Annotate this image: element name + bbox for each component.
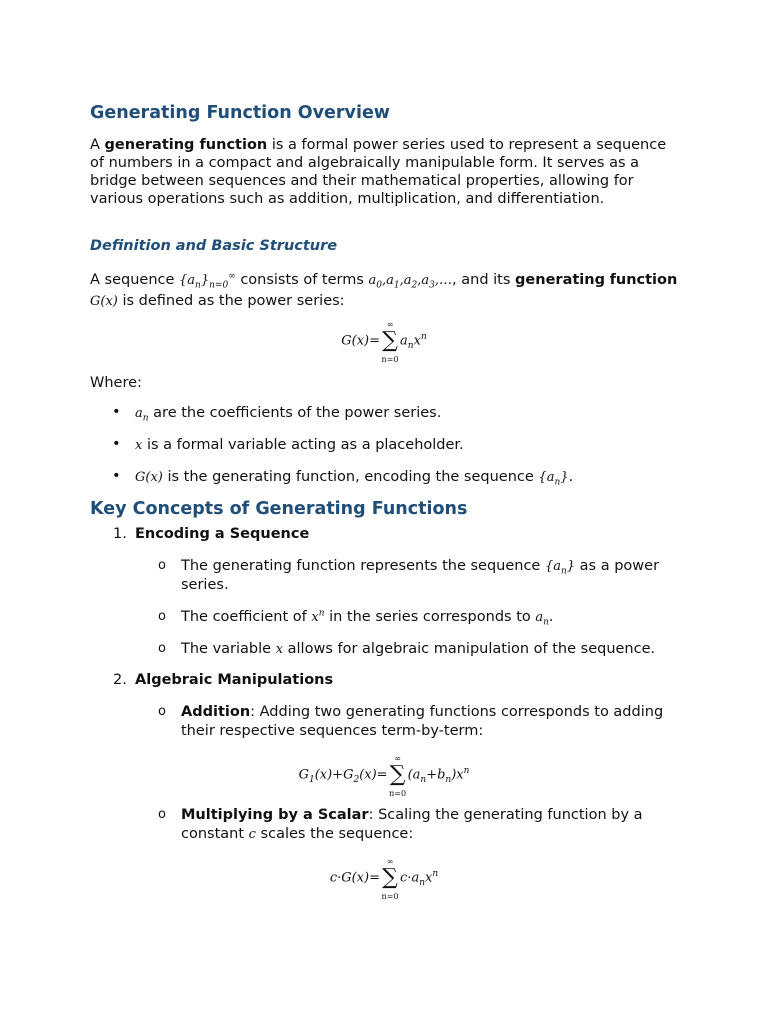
definition-paragraph [90,270,680,312]
bullet-variable: x is a formal variable acting as a placeholder. [135,437,464,453]
def-text-d: is defined as the power series: [122,293,345,309]
list-number: 1. [113,526,127,542]
intro-pre: A [90,137,100,153]
def-bold-2: function [609,272,678,288]
intro-post: is a formal power series used to represent a sequence of numbers in a compact and algebraically manipulable form. It serves as a bridge between sequences and their mathematical properties, allowing for various operations such as addition, multiplication, and differentiation. [90,137,667,207]
where-label: Where: [90,375,142,391]
sub-bullet-marker: o [158,641,166,656]
sub-bullet-marker: o [158,609,166,624]
equation-addition: $G_1(x)+G_2(x)=$ ∞ ∑ n=0 $(a_n+b_n)x^n$ [298,754,470,798]
bullet-marker: • [112,404,121,420]
def-text-a: A sequence [90,272,175,288]
sub-bullet-marker: o [158,807,166,822]
sub-bullet-marker: o [158,704,166,719]
item-encoding-title: Encoding a Sequence [135,526,310,542]
definition-heading: Definition and Basic Structure [90,238,338,254]
def-text-b: consists of terms [240,272,364,288]
def-text-c: , and its [452,272,511,288]
gx-notation: G(x) [90,294,118,309]
sequence-notation: $\{a_n\}_{n=0}^\infty$ [179,271,236,291]
sub-item-encoding-2: The coefficient of $x^n$ in the series corresponds to $a_n$. [181,608,554,628]
sub-item-encoding-3: The variable x allows for algebraic manipulation of the sequence. [181,641,656,657]
equation-definition: G(x)= ∞ ∑ n=0 $a_nx^n$ [341,320,427,364]
key-concepts-heading: Key Concepts of Generating Functions [90,499,468,519]
def-bold-1: generating [515,272,605,288]
sub-item-encoding-1: The generating function represents the sequence $\{a_n\}$ as a power series. [181,558,660,593]
list-number: 2. [113,672,127,688]
bullet-marker: • [112,436,121,452]
bullet-marker: • [112,468,121,484]
equation-scalar: c·G(x)= ∞ ∑ n=0 $c\cdot a_nx^n$ [329,857,439,901]
sub-bullet-marker: o [158,558,166,573]
page-title: Generating Function Overview [90,103,390,123]
intro-paragraph [90,136,680,208]
item-algebraic-title: Algebraic Manipulations [135,672,334,688]
sub-item-addition: Addition: Adding two generating functions corresponds to adding their respective sequences term-by-term: [181,704,664,739]
bullet-coefficients: $a_n$ are the coefficients of the power series. [135,405,442,424]
sub-item-scalar: Multiplying by a Scalar: Scaling the generating function by a constant c scales the sequence: [181,807,643,842]
intro-bold-term: generating function [104,137,268,153]
bullet-generating: G(x) is the generating function, encoding the sequence $\{a_n\}$. [135,469,574,488]
terms-notation: $a_0,a_1,a_2,a_3,\dots$ [368,273,453,291]
